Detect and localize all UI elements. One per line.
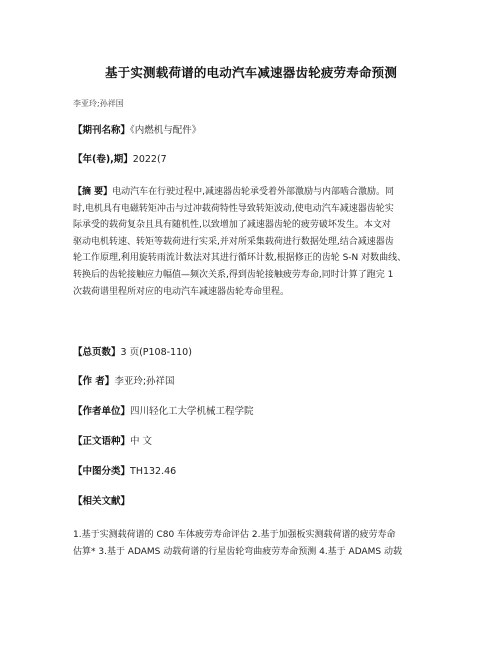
abstract-line: 【摘 要】电动汽车在行驶过程中,减速器齿轮承受着外部激励与内部啮合激励。同 xyxy=(73,187,395,197)
related-label: 【相关文献】 xyxy=(73,496,131,507)
abstract-line: 轮工作原理,利用旋转雨流计数法对其进行循环计数,根据修正的齿轮 S-N 对数曲线、 xyxy=(73,253,407,264)
pages-label: 【总页数】 xyxy=(73,347,121,358)
year-label: 【年(卷),期】 xyxy=(73,154,133,165)
clc-value: TH132.46 xyxy=(130,466,177,477)
language-value: 中 文 xyxy=(130,436,153,447)
abstract-line: 次载荷谱里程所对应的电动汽车减速器齿轮寿命里程。 xyxy=(73,286,290,297)
year-field xyxy=(73,153,167,167)
references-block xyxy=(73,527,443,561)
pages-value: 3 页(P108-110) xyxy=(120,347,192,358)
affiliation-label: 【作者单位】 xyxy=(73,406,131,417)
affiliation-value: 四川轻化工大学机械工程学院 xyxy=(130,406,254,417)
reference-line: 估算* 3.基于 ADAMS 动载荷谱的行星齿轮弯曲疲劳寿命预测 4.基于 ADAMS 动载 xyxy=(73,547,402,557)
related-field xyxy=(73,495,130,509)
document-title: 基于实测载荷谱的电动汽车减速器齿轮疲劳寿命预测 xyxy=(104,65,398,80)
authors-field xyxy=(73,375,175,389)
authors-value: 李亚玲;孙祥国 xyxy=(114,376,175,387)
abstract-label: 【摘 要】 xyxy=(73,187,113,197)
abstract-line: 驱动电机转速、转矩等载荷进行实采,并对所采集载荷进行数据处理,结合减速器齿 xyxy=(73,236,394,247)
pages-field xyxy=(73,346,192,360)
affiliation-field xyxy=(73,405,254,419)
language-field xyxy=(73,435,152,449)
abstract-block xyxy=(73,184,443,300)
journal-field xyxy=(73,124,201,138)
clc-field xyxy=(73,465,176,479)
abstract-line: 际承受的载荷复杂且具有随机性,以致增加了减速器齿轮的疲劳破坏发生。本文对 xyxy=(73,220,391,231)
abstract-line: 时,电机具有电磁转矩冲击与过冲载荷特性导致转矩波动,使电动汽车减速器齿轮实 xyxy=(73,203,394,214)
abstract-line: 转换后的齿轮接触应力幅值—频次关系,得到齿轮接触疲劳寿命,同时计算了跑完 1 xyxy=(73,269,394,280)
year-value: 2022(7 xyxy=(132,154,167,165)
authors-byline: 李亚玲;孙祥国 xyxy=(73,99,124,108)
language-label: 【正文语种】 xyxy=(73,436,131,447)
reference-line: 1.基于实测载荷谱的 C80 车体疲劳寿命评估 2.基于加强板实测载荷谱的疲劳寿命 xyxy=(73,530,396,540)
journal-value: 《内燃机与配件》 xyxy=(130,125,202,136)
clc-label: 【中图分类】 xyxy=(73,466,131,477)
authors-label: 【作 者】 xyxy=(73,376,115,387)
journal-label: 【期刊名称】 xyxy=(73,125,131,136)
